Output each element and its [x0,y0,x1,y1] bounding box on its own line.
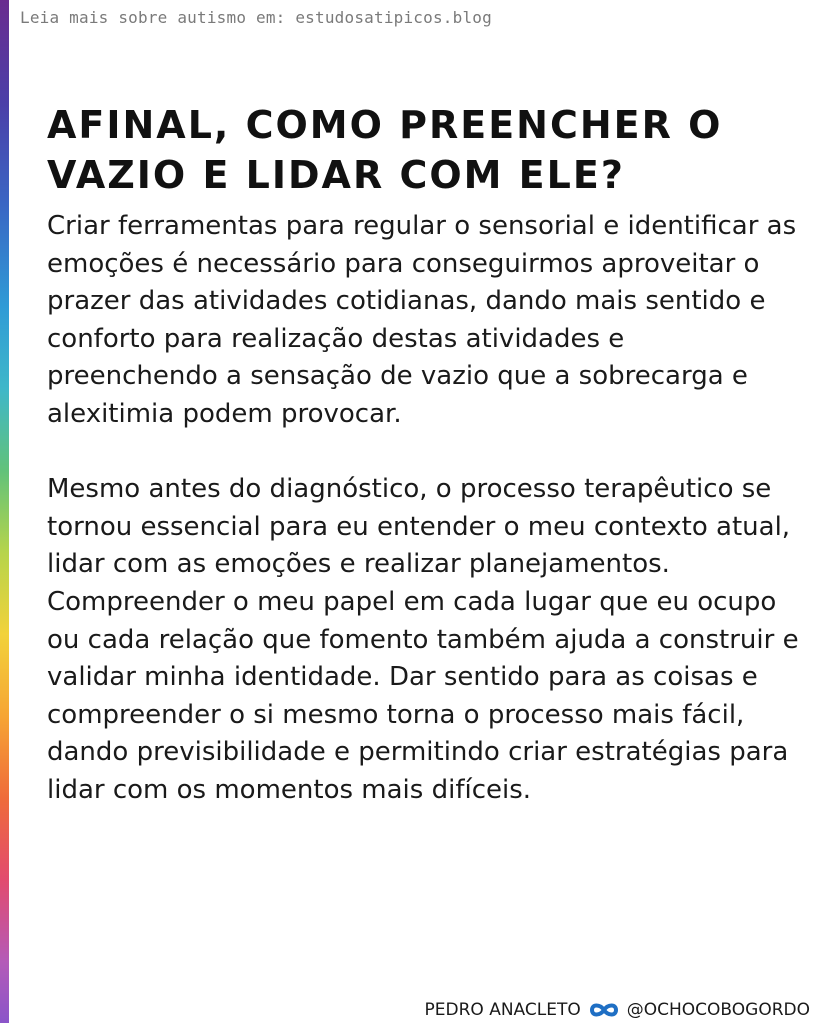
author-name: PEDRO ANACLETO [424,1000,581,1020]
paragraph: Mesmo antes do diagnóstico, o processo terapêutico se tornou essencial para eu entender o meu contexto atual, lidar com as emoções e realizar planejamentos. Compreender o meu papel em cada lugar que eu ocupo ou cada relação que fomento também ajuda a construir e validar minha identidade. Dar sentido para as coisas e compreender o si mesmo torna o processo mais fácil, dando previsibilidade e permitindo criar estratégias para lidar com os momentos mais difíceis. [47,474,799,805]
page-title: AFINAL, COMO PREENCHER O VAZIO E LIDAR COM ELE? [47,103,723,197]
paragraph: Criar ferramentas para regular o sensorial e identificar as emoções é necessário para conseguirmos aproveitar o prazer das atividades cotidianas, dando mais sentido e conforto para realização destas atividades e preenchendo a sensação de vazio que a sobrecarga e alexitimia podem provocar. [47,211,797,429]
source-note: Leia mais sobre autismo em: estudosatipicos.blog [20,8,492,27]
footer-credit [425,1000,810,1020]
rainbow-edge-decoration [0,0,9,1023]
social-handle: @OCHOCOBOGORDO [626,1000,810,1020]
infinity-icon [587,1001,621,1019]
body-text [47,208,799,810]
